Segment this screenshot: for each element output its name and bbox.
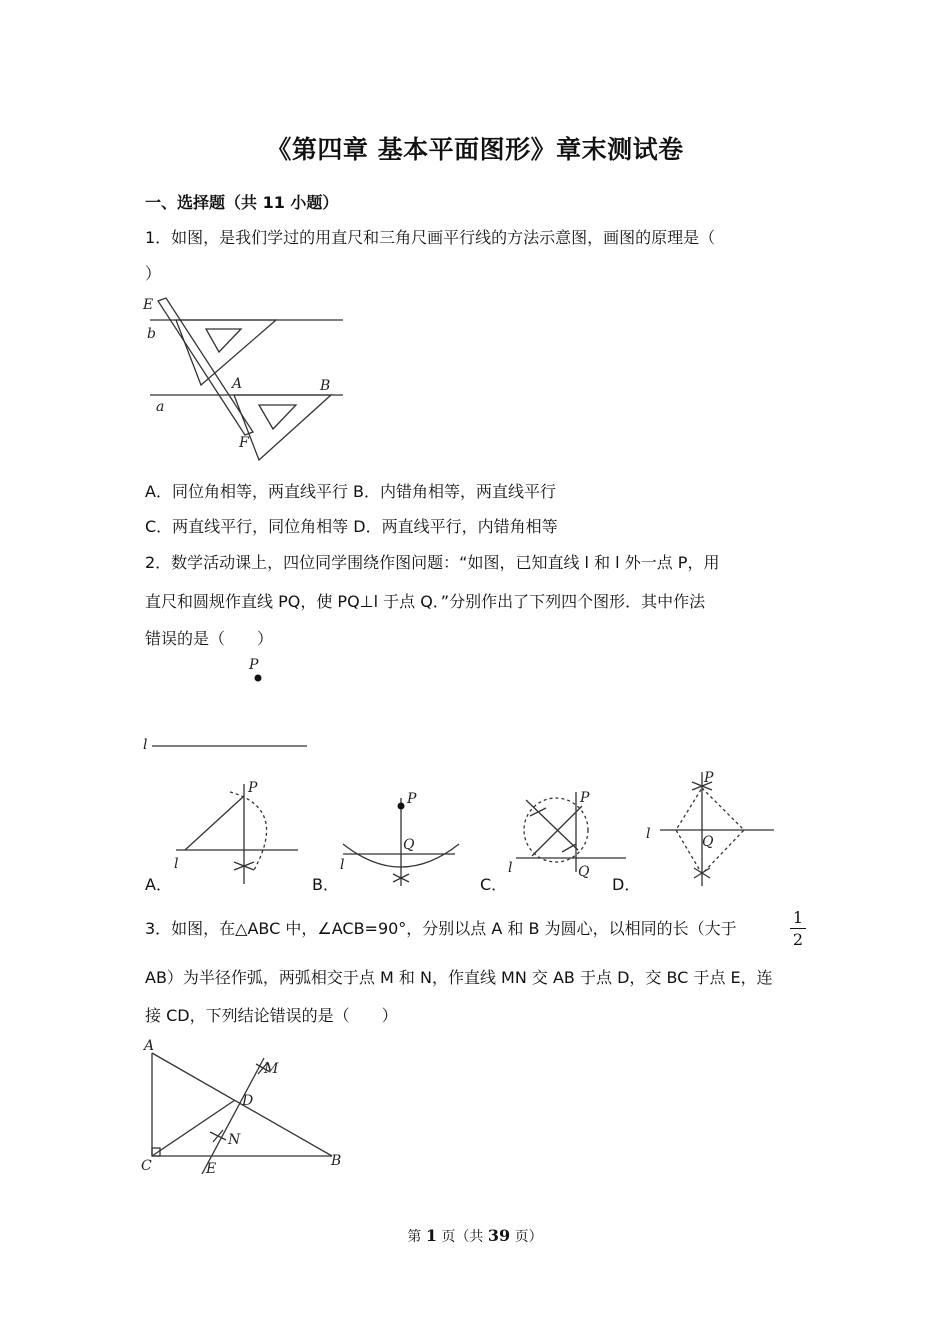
label-P: P (407, 791, 417, 807)
footer-mid: 页（共 (436, 1229, 488, 1245)
label-l: l (646, 826, 651, 842)
point-p (255, 675, 262, 682)
q1-options-ab: A．同位角相等，两直线平行 B．内错角相等，两直线平行 (145, 482, 557, 501)
fraction-numerator: 1 (792, 908, 804, 927)
label-D: D (242, 1093, 254, 1109)
label-b: b (147, 326, 156, 342)
label-P: P (580, 790, 590, 806)
q2-given-figure (140, 652, 320, 752)
label-Q: Q (403, 837, 415, 853)
footer-post: 页） (510, 1229, 543, 1245)
label-E: E (206, 1161, 217, 1177)
label-l: l (143, 737, 148, 753)
section-heading: 一、选择题（共 11 小题） (145, 193, 339, 212)
q2-stem-line3: 错误的是（ ） (145, 629, 274, 648)
q3-stem-line3: 接 CD，下列结论错误的是（ ） (145, 1006, 398, 1025)
label-B: B (320, 378, 331, 394)
q2-option-c-figure (500, 780, 630, 890)
q1-stem-line1: 1．如图，是我们学过的用直尺和三角尺画平行线的方法示意图，画图的原理是（ (145, 228, 716, 247)
label-l: l (340, 857, 345, 873)
triangle-upper-inner (206, 329, 241, 352)
q1-options-cd: C．两直线平行，同位角相等 D．两直线平行，内错角相等 (145, 517, 558, 536)
q2-option-d-figure (640, 768, 780, 890)
q3-stem-line1: 3．如图，在△ABC 中，∠ACB=90°，分别以点 A 和 B 为圆心，以相同的长（大于 (145, 919, 737, 938)
q2-option-b-label: B． (312, 875, 339, 894)
label-l: l (174, 856, 179, 872)
footer-total-pages: 39 (487, 1226, 511, 1245)
fraction-denominator: 2 (792, 930, 804, 949)
label-F: F (239, 435, 249, 451)
label-E: E (143, 297, 154, 313)
label-N: N (228, 1132, 241, 1148)
q2-option-d-label: D． (612, 875, 641, 894)
q2-option-a-label: A． (145, 875, 172, 894)
label-Q: Q (578, 864, 590, 880)
q2-option-b-figure (335, 782, 470, 890)
label-C: C (141, 1158, 152, 1174)
q2-option-c-label: C． (480, 875, 508, 894)
label-P: P (704, 770, 714, 786)
footer-pre: 第 (407, 1229, 426, 1245)
footer-page-number: 1 (425, 1226, 437, 1245)
q2-option-a-figure (170, 780, 310, 890)
label-M: M (264, 1061, 279, 1077)
label-a: a (156, 399, 165, 415)
label-B: B (331, 1153, 342, 1169)
q1-figure (140, 292, 350, 452)
q2-stem-line2: 直尺和圆规作直线 PQ，使 PQ⊥l 于点 Q．”分别作出了下列四个图形．其中作法 (145, 592, 706, 611)
segment-cd (152, 1100, 235, 1156)
fraction-one-half (790, 908, 806, 949)
label-A: A (144, 1038, 155, 1054)
q3-stem-line2: AB）为半径作弧，两弧相交于点 M 和 N，作直线 MN 交 AB 于点 D，交 BC 于点 E，连 (145, 968, 773, 987)
q2-stem-line1: 2．数学活动课上，四位同学围绕作图问题：“如图，已知直线 l 和 l 外一点 P，用 (145, 553, 720, 572)
ruler-ef (158, 298, 253, 435)
label-Q: Q (702, 834, 714, 850)
label-A: A (232, 376, 243, 392)
q3-figure (140, 1036, 355, 1176)
triangle-lower-inner (259, 405, 296, 429)
label-P: P (248, 780, 258, 796)
label-l: l (508, 860, 513, 876)
page-footer (0, 1226, 950, 1246)
page-title: 《第四章 基本平面图形》章末测试卷 (266, 135, 684, 164)
q1-stem-line2: ） (145, 264, 162, 283)
label-P: P (249, 657, 259, 673)
